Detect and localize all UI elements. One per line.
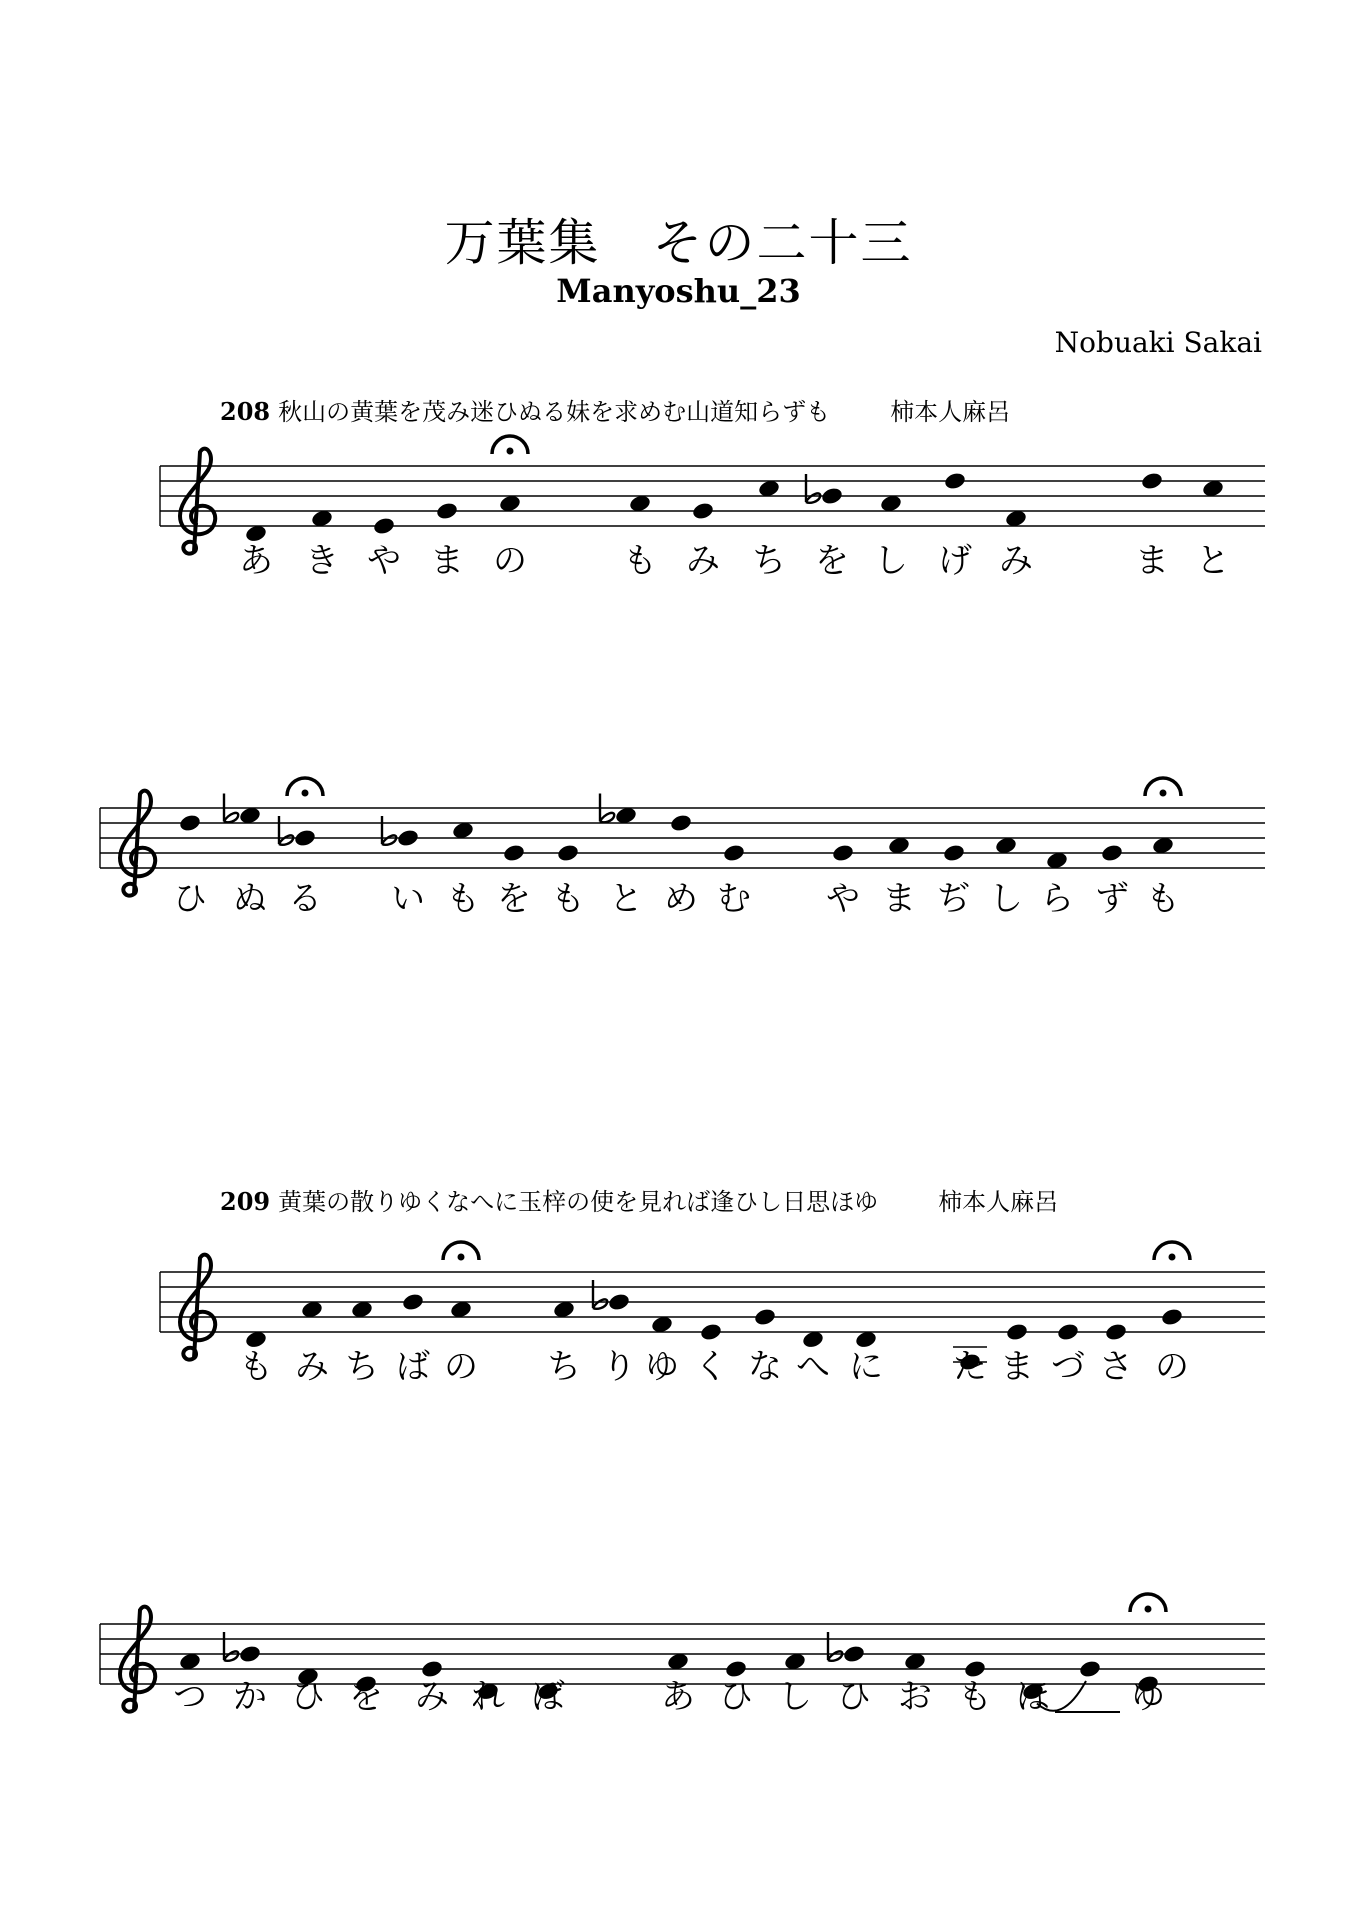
lyric-syllable: も (1146, 879, 1180, 919)
note-head (722, 843, 746, 863)
lyric-syllable: げ (938, 541, 972, 581)
composer-name: Nobuaki Sakai (1054, 326, 1262, 359)
lyric-syllable: ら (1040, 879, 1074, 919)
flat-icon (279, 816, 293, 845)
score-title: 万葉集 その二十三 (444, 214, 913, 272)
note-head (1160, 1307, 1184, 1327)
lyric-syllable: ゆ (1131, 1677, 1165, 1717)
note-head (669, 813, 693, 833)
lyric-syllable: れ (471, 1677, 505, 1717)
note-head (607, 1292, 631, 1312)
fermata-dot-icon (1145, 1606, 1152, 1613)
poem-text: 秋山の黄葉を茂み迷ひぬる妹を求めむ山道知らずも (278, 398, 831, 426)
lyric-syllable: ず (1095, 879, 1129, 919)
treble-clef-icon (180, 1255, 215, 1360)
flat-icon (828, 1632, 842, 1661)
lyric-syllable: い (391, 879, 425, 919)
lyric-syllable: も (958, 1677, 992, 1717)
lyric-syllable: ま (882, 879, 916, 919)
note-head (963, 1659, 987, 1679)
lyric-syllable: ひ (719, 1677, 753, 1717)
poem-number: 208 (220, 397, 271, 426)
score-subtitle: Manyoshu_23 (556, 272, 801, 310)
note-head (1005, 1322, 1029, 1342)
lyric-syllable: や (826, 879, 860, 919)
lyric-syllable: し (778, 1677, 812, 1717)
lyric-syllable: め (664, 879, 698, 919)
lyric-syllable: み (295, 1347, 329, 1387)
lyric-syllable: か (233, 1677, 267, 1717)
note-head (724, 1659, 748, 1679)
lyric-syllable: ぬ (233, 879, 267, 919)
note-head (1104, 1322, 1128, 1342)
note-head (420, 1659, 444, 1679)
lyric-syllable: む (717, 879, 751, 919)
lyric-syllable: あ (239, 541, 273, 581)
note-head (178, 813, 202, 833)
lyric-syllable: つ (173, 1677, 207, 1717)
lyric-syllable: と (609, 879, 643, 919)
fermata-dot-icon (302, 790, 309, 797)
note-head (401, 1292, 425, 1312)
lyric-syllable: な (748, 1347, 782, 1387)
note-head (831, 843, 855, 863)
lyric-syllable: ひ (837, 1677, 871, 1717)
lyric-syllable: し (874, 541, 908, 581)
lyric-syllable: ば (396, 1347, 430, 1387)
lyric-syllable: さ (1099, 1347, 1133, 1387)
lyric-syllable: ち (345, 1347, 379, 1387)
lyric-syllable: ば (531, 1677, 565, 1717)
lyric-syllable: み (686, 541, 720, 581)
lyric-syllable: づ (1051, 1347, 1085, 1387)
lyric-syllable: も (239, 1347, 273, 1387)
lyric-syllable: ひ (173, 879, 207, 919)
lyric-syllable: を (815, 541, 849, 581)
lyric-syllable: ま (430, 541, 464, 581)
note-head (699, 1322, 723, 1342)
lyric-syllable: み (999, 541, 1033, 581)
note-head (372, 516, 396, 536)
lyric-syllable: も (551, 879, 585, 919)
lyric-syllable: ほ (1016, 1677, 1050, 1717)
lyric-syllable: る (288, 879, 322, 919)
lyric-syllable: も (623, 541, 657, 581)
fermata-dot-icon (1160, 790, 1167, 797)
lyric-syllable: ゆ (645, 1347, 679, 1387)
note-head (943, 471, 967, 491)
lyric-syllable: に (849, 1347, 883, 1387)
lyric-syllable: き (305, 541, 339, 581)
note-head (691, 501, 715, 521)
poem-text: 黄葉の散りゆくなへに玉梓の使を見れば逢ひし日思ほゆ (278, 1188, 879, 1216)
note-head (753, 1307, 777, 1327)
lyric-syllable: ま (1135, 541, 1169, 581)
note-head (396, 828, 420, 848)
flat-icon (593, 1280, 607, 1309)
lyric-syllable: ま (1000, 1347, 1034, 1387)
note-head (842, 1644, 866, 1664)
note-head (1100, 843, 1124, 863)
lyric-syllable: み (415, 1677, 449, 1717)
lyric-syllable: を (349, 1677, 383, 1717)
treble-clef-icon (120, 791, 155, 896)
lyric-syllable: を (497, 879, 531, 919)
lyric-syllable: た (953, 1347, 987, 1387)
lyric-syllable: ぢ (937, 879, 971, 919)
fermata-dot-icon (1169, 1254, 1176, 1261)
lyric-syllable: し (989, 879, 1023, 919)
lyric-syllable: ち (547, 1347, 581, 1387)
treble-clef-icon (120, 1607, 155, 1712)
note-head (502, 843, 526, 863)
note-head (238, 1644, 262, 1664)
lyric-syllable: と (1196, 541, 1230, 581)
lyric-syllable: も (446, 879, 480, 919)
treble-clef-icon (180, 449, 215, 554)
note-head (820, 486, 844, 506)
lyric-syllable: へ (796, 1347, 830, 1387)
lyric-syllable: り (602, 1347, 636, 1387)
flat-icon (382, 816, 396, 845)
note-head (556, 843, 580, 863)
poem-author: 柿本人麻呂 (938, 1188, 1059, 1216)
note-head (1056, 1322, 1080, 1342)
lyric-syllable: の (444, 1347, 478, 1387)
note-head (293, 828, 317, 848)
lyric-syllable: ち (752, 541, 786, 581)
lyric-syllable: く (694, 1347, 728, 1387)
note-head (1140, 471, 1164, 491)
lyric-syllable: ひ (291, 1677, 325, 1717)
lyric-syllable: あ (661, 1677, 695, 1717)
lyric-syllable: お (898, 1677, 932, 1717)
note-head (942, 843, 966, 863)
fermata-dot-icon (458, 1254, 465, 1261)
flat-icon (806, 474, 820, 503)
lyric-syllable: の (493, 541, 527, 581)
note-head (435, 501, 459, 521)
lyric-syllable: や (367, 541, 401, 581)
note-head (1078, 1659, 1102, 1679)
lyric-syllable: の (1155, 1347, 1189, 1387)
poem-number: 209 (220, 1187, 271, 1216)
flat-icon (224, 1632, 238, 1661)
fermata-dot-icon (507, 448, 514, 455)
poem-author: 柿本人麻呂 (890, 398, 1011, 426)
